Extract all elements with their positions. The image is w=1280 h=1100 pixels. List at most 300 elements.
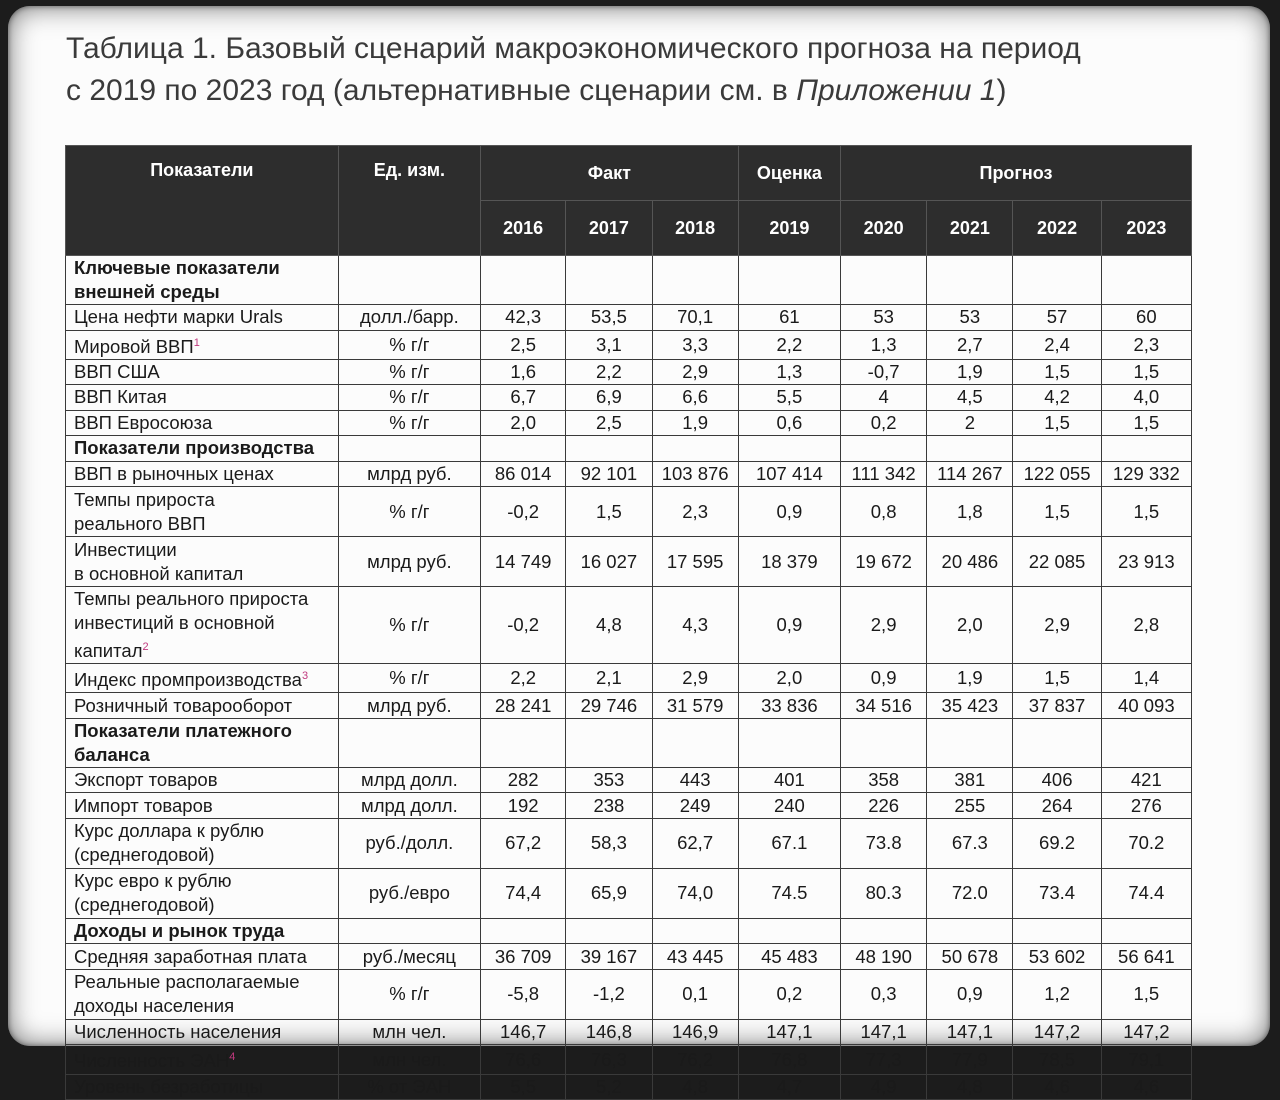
- value-cell: 1,2: [1013, 969, 1101, 1019]
- unit-cell: % г/г: [338, 385, 480, 411]
- value-cell: 0,9: [738, 487, 840, 537]
- indicator-name-cell: [66, 385, 339, 411]
- value-cell: 107 414: [738, 461, 840, 487]
- value-cell: 53: [841, 305, 927, 331]
- empty-cell: [1013, 256, 1101, 305]
- table-row: [66, 767, 1192, 793]
- value-cell: 401: [738, 767, 840, 793]
- unit-cell: % г/г: [338, 330, 480, 359]
- value-cell: 406: [1013, 767, 1101, 793]
- value-cell: 0,9: [738, 587, 840, 664]
- empty-cell: [338, 436, 480, 462]
- table-header: [66, 146, 1192, 256]
- value-cell: 264: [1013, 793, 1101, 819]
- value-cell: 86 014: [481, 461, 566, 487]
- value-cell: 147,2: [1101, 1019, 1191, 1045]
- header-estimate: Оценка: [738, 146, 840, 201]
- indicator-name-line: ВВП в рыночных ценах: [74, 462, 274, 484]
- empty-cell: [481, 436, 566, 462]
- value-cell: 3,3: [652, 330, 738, 359]
- value-cell: 1,5: [1013, 664, 1101, 693]
- value-cell: 67,2: [481, 818, 566, 868]
- unit-cell: % г/г: [338, 664, 480, 693]
- empty-cell: [1013, 918, 1101, 944]
- indicator-name-line: Розничный товарооборот: [74, 694, 293, 716]
- indicator-name-cell: [66, 969, 339, 1019]
- value-cell: 2,5: [481, 330, 566, 359]
- value-cell: 1,6: [481, 359, 566, 385]
- value-cell: 28 241: [481, 693, 566, 719]
- value-cell: 78,5: [1013, 1045, 1101, 1074]
- unit-cell: млрд долл.: [338, 767, 480, 793]
- empty-cell: [841, 918, 927, 944]
- value-cell: 77,9: [927, 1045, 1013, 1074]
- indicator-name-line: ВВП Китая: [74, 386, 167, 408]
- table-row: [66, 330, 1192, 359]
- table-row: [66, 359, 1192, 385]
- empty-cell: [338, 918, 480, 944]
- value-cell: 61: [738, 305, 840, 331]
- indicator-name-cell: [66, 868, 339, 918]
- table-row: [66, 818, 1192, 868]
- indicator-name-line: Средняя заработная плата: [74, 945, 307, 967]
- value-cell: 1,5: [1101, 410, 1191, 436]
- indicator-name-line: Численность ЭАН: [74, 1050, 230, 1072]
- value-cell: 5,5: [481, 1074, 566, 1100]
- value-cell: 2,3: [1101, 330, 1191, 359]
- value-cell: 4: [841, 385, 927, 411]
- value-cell: 114 267: [927, 461, 1013, 487]
- value-cell: 73.8: [841, 818, 927, 868]
- unit-cell: руб./долл.: [338, 818, 480, 868]
- value-cell: 4,6: [1013, 1074, 1101, 1100]
- value-cell: 146,8: [566, 1019, 652, 1045]
- empty-cell: [738, 256, 840, 305]
- value-cell: 19 672: [841, 537, 927, 587]
- document-frame: [8, 6, 1270, 1097]
- value-cell: 111 342: [841, 461, 927, 487]
- table-row: [66, 868, 1192, 918]
- value-cell: 76,3: [566, 1045, 652, 1074]
- indicator-name-line: реального ВВП: [74, 512, 206, 534]
- table-row: [66, 410, 1192, 436]
- header-year: 2017: [566, 201, 652, 256]
- value-cell: 31 579: [652, 693, 738, 719]
- indicator-name-line: в основной капитал: [74, 562, 244, 584]
- value-cell: 249: [652, 793, 738, 819]
- value-cell: 3,1: [566, 330, 652, 359]
- unit-cell: млн чел.: [338, 1045, 480, 1074]
- value-cell: 53 602: [1013, 944, 1101, 970]
- value-cell: 1,5: [1013, 487, 1101, 537]
- table-row: [66, 587, 1192, 664]
- value-cell: 1,5: [566, 487, 652, 537]
- value-cell: 58,3: [566, 818, 652, 868]
- section-row: [66, 436, 1192, 462]
- value-cell: 17 595: [652, 537, 738, 587]
- section-row: [66, 256, 1192, 305]
- value-cell: 2,2: [481, 664, 566, 693]
- unit-cell: руб./месяц: [338, 944, 480, 970]
- value-cell: 2,4: [1013, 330, 1101, 359]
- indicator-name-line: Реальные располагаемые: [74, 971, 300, 993]
- empty-cell: [841, 436, 927, 462]
- indicator-name-cell: [66, 944, 339, 970]
- table-row: [66, 487, 1192, 537]
- section-row: [66, 918, 1192, 944]
- table-row: [66, 1019, 1192, 1045]
- empty-cell: [481, 718, 566, 767]
- value-cell: 33 836: [738, 693, 840, 719]
- value-cell: 1,4: [1101, 664, 1191, 693]
- value-cell: 53: [927, 305, 1013, 331]
- table-row: [66, 664, 1192, 693]
- unit-cell: % от ЭАН: [338, 1074, 480, 1100]
- value-cell: 76,6: [481, 1045, 566, 1074]
- value-cell: 70.2: [1101, 818, 1191, 868]
- table-row: [66, 537, 1192, 587]
- indicator-name-cell: [66, 767, 339, 793]
- value-cell: 40 093: [1101, 693, 1191, 719]
- value-cell: 255: [927, 793, 1013, 819]
- unit-cell: млн чел.: [338, 1019, 480, 1045]
- value-cell: 35 423: [927, 693, 1013, 719]
- indicator-name-cell: [66, 818, 339, 868]
- title-line-1: Таблица 1. Базовый сценарий макроэкономического прогноза на период: [66, 32, 1081, 65]
- unit-cell: млрд руб.: [338, 461, 480, 487]
- value-cell: 1,9: [927, 359, 1013, 385]
- value-cell: 240: [738, 793, 840, 819]
- title-line-2-suffix: ): [996, 74, 1007, 107]
- table-row: [66, 1045, 1192, 1074]
- unit-cell: руб./евро: [338, 868, 480, 918]
- value-cell: 4,0: [1101, 385, 1191, 411]
- indicator-name-cell: [66, 410, 339, 436]
- value-cell: 76,8: [738, 1045, 840, 1074]
- header-year: 2023: [1101, 201, 1191, 256]
- unit-cell: млрд руб.: [338, 537, 480, 587]
- value-cell: 1,5: [1013, 359, 1101, 385]
- value-cell: 0,2: [841, 410, 927, 436]
- indicator-name-cell: [66, 330, 339, 359]
- header-year: 2016: [481, 201, 566, 256]
- value-cell: 6,7: [481, 385, 566, 411]
- value-cell: 60: [1101, 305, 1191, 331]
- value-cell: 226: [841, 793, 927, 819]
- value-cell: 43 445: [652, 944, 738, 970]
- value-cell: 4,9: [841, 1074, 927, 1100]
- value-cell: 238: [566, 793, 652, 819]
- indicator-name-cell: [66, 693, 339, 719]
- value-cell: 37 837: [1013, 693, 1101, 719]
- header-indicators: Показатели: [66, 146, 339, 256]
- empty-cell: [481, 918, 566, 944]
- empty-cell: [481, 256, 566, 305]
- empty-cell: [566, 256, 652, 305]
- value-cell: 2,0: [927, 587, 1013, 664]
- value-cell: 36 709: [481, 944, 566, 970]
- value-cell: 0,6: [738, 410, 840, 436]
- value-cell: 2,5: [566, 410, 652, 436]
- value-cell: 23 913: [1101, 537, 1191, 587]
- value-cell: 6,9: [566, 385, 652, 411]
- value-cell: 0,9: [841, 664, 927, 693]
- indicator-name-line: капитал: [74, 640, 143, 662]
- value-cell: 22 085: [1013, 537, 1101, 587]
- indicator-name-line: Индекс промпроизводства: [74, 669, 302, 691]
- value-cell: 14 749: [481, 537, 566, 587]
- section-title: Показатели производства: [66, 436, 339, 462]
- value-cell: 2,8: [1101, 587, 1191, 664]
- value-cell: 129 332: [1101, 461, 1191, 487]
- value-cell: 74,4: [481, 868, 566, 918]
- value-cell: 45 483: [738, 944, 840, 970]
- footnote-marker[interactable]: 1: [193, 336, 200, 349]
- macro-forecast-table: [65, 145, 1192, 1100]
- indicator-name-line: доходы населения: [74, 995, 235, 1017]
- value-cell: 0,3: [841, 969, 927, 1019]
- value-cell: 2,9: [652, 664, 738, 693]
- value-cell: 4,8: [652, 1074, 738, 1100]
- indicator-name-line: Уровень безработицы: [74, 1075, 263, 1097]
- value-cell: 34 516: [841, 693, 927, 719]
- value-cell: 2,0: [738, 664, 840, 693]
- empty-cell: [1101, 256, 1191, 305]
- value-cell: 2,3: [652, 487, 738, 537]
- value-cell: -1,2: [566, 969, 652, 1019]
- value-cell: 2,9: [1013, 587, 1101, 664]
- empty-cell: [652, 718, 738, 767]
- unit-cell: % г/г: [338, 587, 480, 664]
- indicator-name-line: Численность населения: [74, 1021, 282, 1043]
- value-cell: 353: [566, 767, 652, 793]
- indicator-name-line: Темпы реального прироста: [74, 588, 309, 610]
- empty-cell: [841, 718, 927, 767]
- indicator-name-cell: [66, 487, 339, 537]
- value-cell: 0,1: [652, 969, 738, 1019]
- empty-cell: [738, 918, 840, 944]
- value-cell: 103 876: [652, 461, 738, 487]
- empty-cell: [927, 256, 1013, 305]
- value-cell: 1,5: [1101, 487, 1191, 537]
- value-cell: 146,7: [481, 1019, 566, 1045]
- empty-cell: [927, 436, 1013, 462]
- header-forecast: Прогноз: [841, 146, 1192, 201]
- header-fact: Факт: [481, 146, 739, 201]
- value-cell: 29 746: [566, 693, 652, 719]
- indicator-name-line: Курс доллара к рублю: [74, 820, 264, 842]
- value-cell: 2,7: [927, 330, 1013, 359]
- empty-cell: [566, 918, 652, 944]
- table-row: [66, 385, 1192, 411]
- indicator-name-cell: [66, 793, 339, 819]
- table-row: [66, 461, 1192, 487]
- value-cell: 1,5: [1013, 410, 1101, 436]
- indicator-name-line: Темпы прироста: [74, 488, 215, 510]
- value-cell: 381: [927, 767, 1013, 793]
- indicator-name-line: (среднегодовой): [74, 844, 215, 866]
- value-cell: -5,8: [481, 969, 566, 1019]
- title-appendix-reference: Приложении 1: [796, 74, 997, 107]
- value-cell: 69.2: [1013, 818, 1101, 868]
- value-cell: 50 678: [927, 944, 1013, 970]
- empty-cell: [652, 918, 738, 944]
- empty-cell: [338, 718, 480, 767]
- indicator-name-line: Курс евро к рублю: [74, 870, 232, 892]
- empty-cell: [1013, 436, 1101, 462]
- value-cell: 20 486: [927, 537, 1013, 587]
- empty-cell: [1101, 718, 1191, 767]
- table-row: [66, 1074, 1192, 1100]
- value-cell: 282: [481, 767, 566, 793]
- table-title: [66, 28, 1216, 112]
- value-cell: 5,5: [738, 385, 840, 411]
- value-cell: 79,1: [1101, 1045, 1191, 1074]
- value-cell: -0,2: [481, 587, 566, 664]
- table-row: [66, 693, 1192, 719]
- value-cell: 62,7: [652, 818, 738, 868]
- value-cell: 0,9: [927, 969, 1013, 1019]
- value-cell: 5,2: [566, 1074, 652, 1100]
- value-cell: 146,9: [652, 1019, 738, 1045]
- value-cell: 76,2: [652, 1045, 738, 1074]
- footnote-marker[interactable]: 4: [229, 1051, 236, 1064]
- value-cell: 2,2: [738, 330, 840, 359]
- value-cell: 421: [1101, 767, 1191, 793]
- unit-cell: долл./барр.: [338, 305, 480, 331]
- value-cell: 4,8: [927, 1074, 1013, 1100]
- value-cell: 39 167: [566, 944, 652, 970]
- header-year: 2021: [927, 201, 1013, 256]
- value-cell: 1,9: [927, 664, 1013, 693]
- indicator-name-line: Экспорт товаров: [74, 769, 218, 791]
- empty-cell: [1013, 718, 1101, 767]
- table-row: [66, 969, 1192, 1019]
- value-cell: 2,0: [481, 410, 566, 436]
- value-cell: 77,3: [841, 1045, 927, 1074]
- value-cell: 1,3: [738, 359, 840, 385]
- value-cell: 74,0: [652, 868, 738, 918]
- table-row: [66, 944, 1192, 970]
- value-cell: 4,6: [1101, 1074, 1191, 1100]
- table-row: [66, 793, 1192, 819]
- indicator-name-cell: [66, 461, 339, 487]
- indicator-name-cell: [66, 305, 339, 331]
- unit-cell: % г/г: [338, 487, 480, 537]
- indicator-name-line: инвестиций в основной: [74, 612, 275, 634]
- table-row: [66, 305, 1192, 331]
- indicator-name-cell: [66, 537, 339, 587]
- value-cell: 1,5: [1101, 359, 1191, 385]
- indicator-name-cell: [66, 1074, 339, 1100]
- empty-cell: [927, 718, 1013, 767]
- empty-cell: [566, 436, 652, 462]
- unit-cell: % г/г: [338, 969, 480, 1019]
- value-cell: 53,5: [566, 305, 652, 331]
- value-cell: 2,9: [652, 359, 738, 385]
- empty-cell: [927, 918, 1013, 944]
- value-cell: 4,3: [652, 587, 738, 664]
- empty-cell: [841, 256, 927, 305]
- footnote-marker[interactable]: 2: [142, 641, 149, 654]
- value-cell: 4,7: [738, 1074, 840, 1100]
- value-cell: 80.3: [841, 868, 927, 918]
- empty-cell: [652, 256, 738, 305]
- section-title: Показатели платежного баланса: [66, 718, 339, 767]
- value-cell: 2: [927, 410, 1013, 436]
- indicator-name-cell: [66, 359, 339, 385]
- value-cell: 42,3: [481, 305, 566, 331]
- unit-cell: % г/г: [338, 410, 480, 436]
- empty-cell: [1101, 918, 1191, 944]
- value-cell: 0,2: [738, 969, 840, 1019]
- value-cell: 74.4: [1101, 868, 1191, 918]
- value-cell: 2,2: [566, 359, 652, 385]
- value-cell: 48 190: [841, 944, 927, 970]
- value-cell: 192: [481, 793, 566, 819]
- value-cell: 147,2: [1013, 1019, 1101, 1045]
- unit-cell: % г/г: [338, 359, 480, 385]
- value-cell: 276: [1101, 793, 1191, 819]
- unit-cell: млрд долл.: [338, 793, 480, 819]
- value-cell: 1,8: [927, 487, 1013, 537]
- header-year: 2022: [1013, 201, 1101, 256]
- indicator-name-cell: [66, 587, 339, 664]
- value-cell: 72.0: [927, 868, 1013, 918]
- indicator-name-line: (среднегодовой): [74, 894, 215, 916]
- value-cell: 67.1: [738, 818, 840, 868]
- value-cell: 70,1: [652, 305, 738, 331]
- value-cell: 1,5: [1101, 969, 1191, 1019]
- header-year: 2019: [738, 201, 840, 256]
- value-cell: 92 101: [566, 461, 652, 487]
- unit-cell: млрд руб.: [338, 693, 480, 719]
- value-cell: 0,8: [841, 487, 927, 537]
- footnote-marker[interactable]: 3: [301, 670, 309, 683]
- empty-cell: [1101, 436, 1191, 462]
- section-row: [66, 718, 1192, 767]
- value-cell: 443: [652, 767, 738, 793]
- table-body: [66, 256, 1192, 1100]
- section-title: Ключевые показатели внешней среды: [66, 256, 339, 305]
- indicator-name-cell: [66, 1045, 339, 1074]
- indicator-name-line: ВВП США: [74, 360, 160, 382]
- value-cell: 16 027: [566, 537, 652, 587]
- indicator-name-line: Инвестиции: [74, 538, 177, 560]
- value-cell: 122 055: [1013, 461, 1101, 487]
- value-cell: 18 379: [738, 537, 840, 587]
- value-cell: 358: [841, 767, 927, 793]
- header-year: 2020: [841, 201, 927, 256]
- empty-cell: [566, 718, 652, 767]
- empty-cell: [652, 436, 738, 462]
- indicator-name-cell: [66, 664, 339, 693]
- value-cell: 147,1: [738, 1019, 840, 1045]
- indicator-name-line: Мировой ВВП: [74, 335, 194, 357]
- value-cell: 73.4: [1013, 868, 1101, 918]
- section-title: Доходы и рынок труда: [66, 918, 339, 944]
- value-cell: 74.5: [738, 868, 840, 918]
- value-cell: 67.3: [927, 818, 1013, 868]
- value-cell: 147,1: [927, 1019, 1013, 1045]
- empty-cell: [338, 256, 480, 305]
- header-year: 2018: [652, 201, 738, 256]
- value-cell: 6,6: [652, 385, 738, 411]
- value-cell: 1,9: [652, 410, 738, 436]
- header-unit: Ед. изм.: [338, 146, 480, 256]
- empty-cell: [738, 718, 840, 767]
- value-cell: 4,2: [1013, 385, 1101, 411]
